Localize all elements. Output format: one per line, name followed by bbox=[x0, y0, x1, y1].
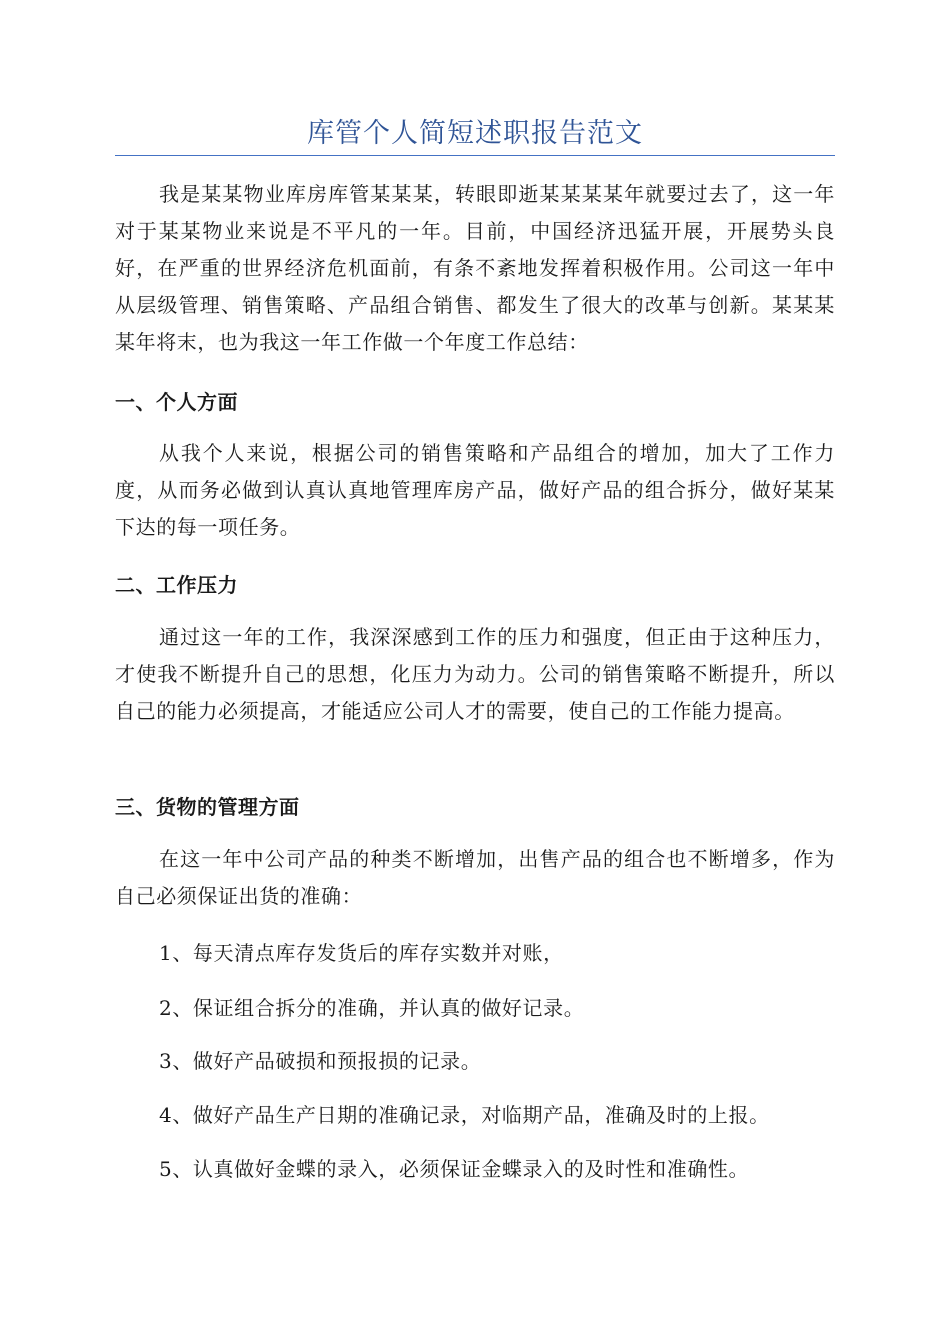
list-item: 5、认真做好金蝶的录入，必须保证金蝶录入的及时性和准确性。 bbox=[159, 1157, 750, 1181]
list-item: 4、做好产品生产日期的准确记录，对临期产品，准确及时的上报。 bbox=[159, 1103, 770, 1127]
section-body-pressure: 通过这一年的工作，我深深感到工作的压力和强度，但正由于这种压力，才使我不断提升自己的思想，化压力为动力。公司的销售策略不断提升，所以自己的能力必须提高，才能适应公司人才的需要，使自己的工作能力提高。 bbox=[115, 625, 835, 723]
list-item: 3、做好产品破损和预报损的记录。 bbox=[159, 1049, 482, 1073]
section-heading-goods: 三、货物的管理方面 bbox=[115, 795, 300, 819]
list-item: 2、保证组合拆分的准确，并认真的做好记录。 bbox=[159, 996, 585, 1020]
title-underline bbox=[115, 155, 835, 156]
document-title: 库管个人简短述职报告范文 bbox=[307, 118, 643, 149]
list-item: 1、每天清点库存发货后的库存实数并对账， bbox=[159, 941, 564, 965]
section-body-goods: 在这一年中公司产品的种类不断增加，出售产品的组合也不断增多，作为自己必须保证出货的准确： bbox=[115, 847, 835, 908]
intro-paragraph: 我是某某物业库房库管某某某，转眼即逝某某某某年就要过去了，这一年对于某某物业来说是不平凡的一年。目前，中国经济迅猛开展，开展势头良好，在严重的世界经济危机面前，有条不紊地发挥着积极作用。公司这一年中从层级管理、销售策略、产品组合销售、都发生了很大的改革与创新。某某某某年将末，也为我这一年工作做一个年度工作总结： bbox=[115, 182, 835, 354]
section-body-personal: 从我个人来说，根据公司的销售策略和产品组合的增加，加大了工作力度，从而务必做到认真认真地管理库房产品，做好产品的组合拆分，做好某某下达的每一项任务。 bbox=[115, 441, 835, 539]
section-heading-pressure: 二、工作压力 bbox=[115, 573, 238, 597]
section-heading-personal: 一、个人方面 bbox=[115, 390, 238, 414]
